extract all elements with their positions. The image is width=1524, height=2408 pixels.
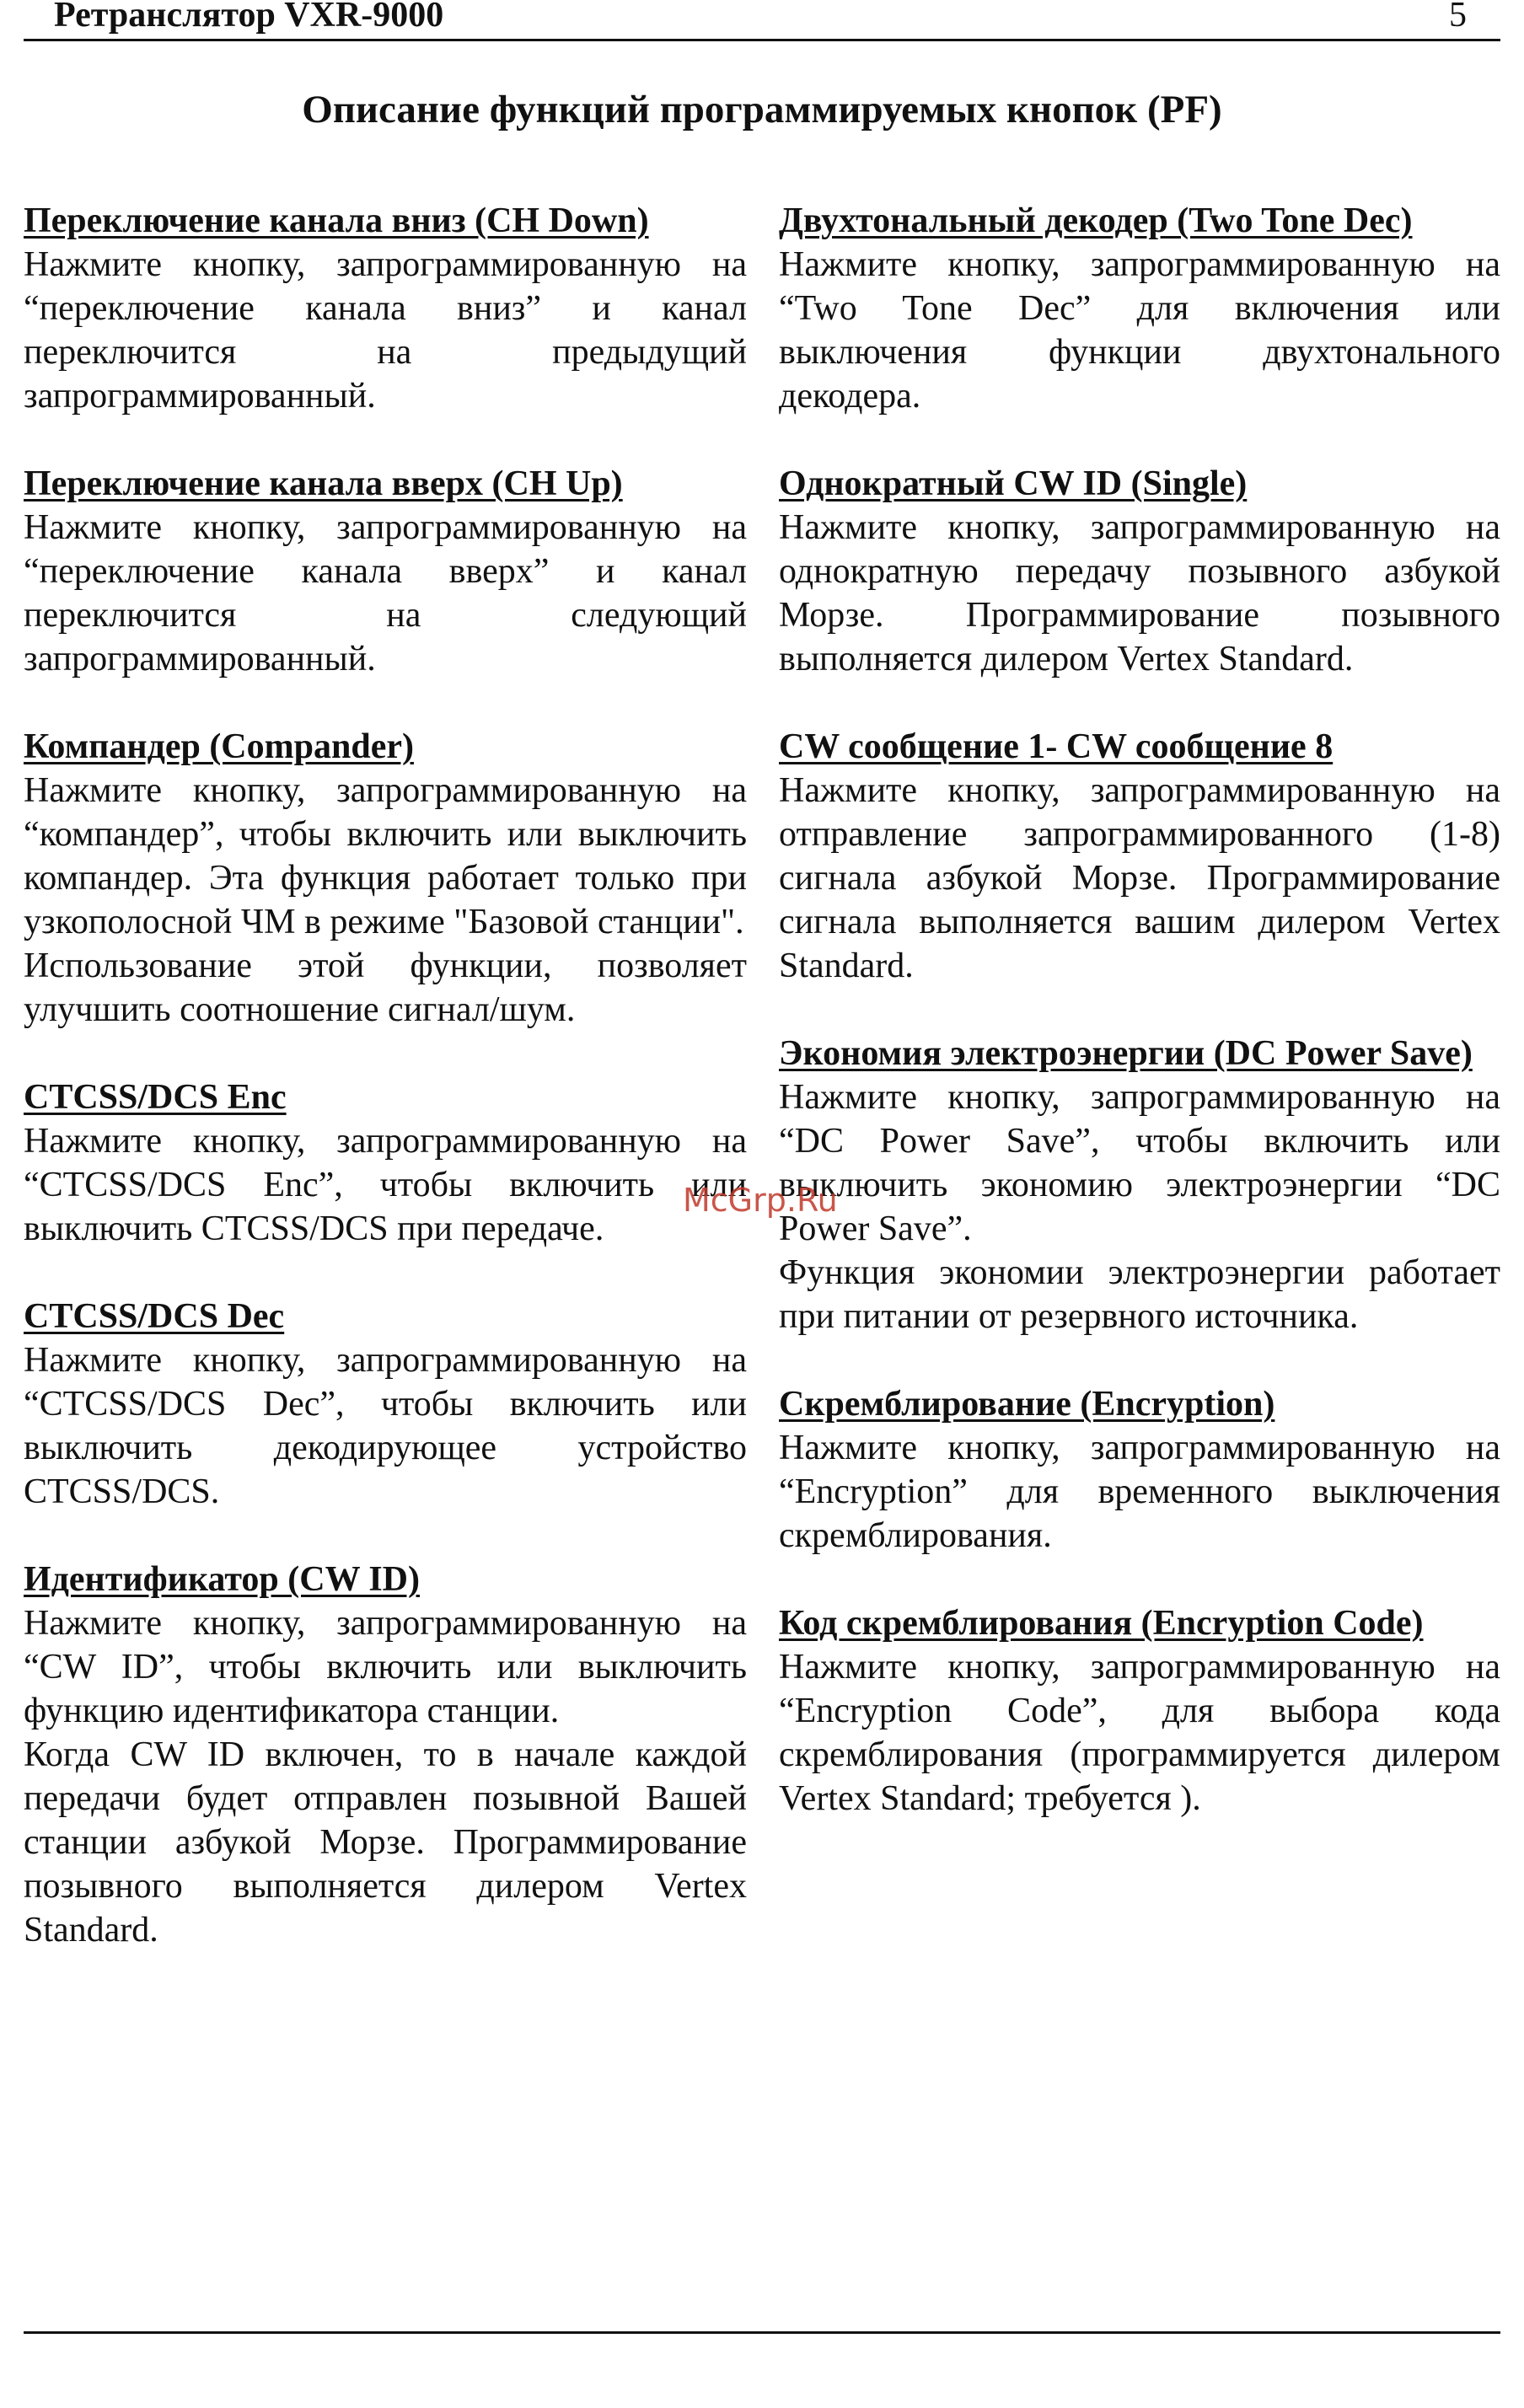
section-encryption (779, 1382, 1500, 1558)
section-dc-power-save (779, 1032, 1500, 1338)
section-heading: CTCSS/DCS Dec (24, 1297, 285, 1336)
section-single-cw-id (779, 462, 1500, 681)
section-text: Использование этой функции, позволяет улучшить соотношение сигнал/шум. (24, 947, 747, 1029)
section-heading: Двухтональный декодер (Two Tone Dec) (779, 201, 1413, 240)
section-text: Нажмите кнопку, запрограммированную на “компандер”, чтобы включить или выключить компандер. Эта функция работает только при узкополосной ЧМ в режиме "Базовой станции". (24, 771, 747, 941)
page-number: 5 (1449, 0, 1467, 35)
section-text: Нажмите кнопку, запрограммированную на “переключение канала вверх” и канал переключится на следующий запрограммированный. (24, 508, 747, 678)
section-two-tone-dec (779, 199, 1500, 418)
section-text: Нажмите кнопку, запрограммированную на “Encryption Code”, для выбора кода скремблирования (программируется дилером Vertex Standard; требуется ). (779, 1648, 1500, 1818)
section-text: Нажмите кнопку, запрограммированную на “CW ID”, чтобы включить или выключить функцию идентификатора станции. (24, 1604, 747, 1730)
section-text: Нажмите кнопку, запрограммированную на “CTCSS/DCS Enc”, чтобы включить или выключить CTCSS/DCS при передаче. (24, 1122, 747, 1248)
section-heading: Переключение канала вниз (CH Down) (24, 201, 649, 240)
section-heading: Однократный CW ID (Single) (779, 464, 1248, 503)
section-text: Нажмите кнопку, запрограммированную на “Encryption” для временного выключения скремблирования. (779, 1429, 1500, 1555)
section-cw-id (24, 1558, 747, 1952)
section-text: Функция экономии электроэнергии работает при питании от резервного источника. (779, 1253, 1500, 1336)
left-column (24, 199, 747, 1996)
section-encryption-code (779, 1601, 1500, 1821)
page-title: Описание функций программируемых кнопок (PF) (302, 88, 1222, 131)
section-heading: Идентификатор (CW ID) (24, 1560, 420, 1599)
section-text: Нажмите кнопку, запрограммированную на однократную передачу позывного азбукой Морзе. Программирование позывного выполняется дилером Vertex Standard. (779, 508, 1500, 678)
section-heading: Переключение канала вверх (CH Up) (24, 464, 623, 503)
watermark: McGrp.Ru (683, 1182, 838, 1219)
document-title: Ретранслятор VXR-9000 (54, 0, 444, 35)
section-heading: Компандер (Compander) (24, 727, 414, 766)
section-heading: CW сообщение 1- CW сообщение 8 (779, 727, 1334, 766)
section-ctcss-enc (24, 1075, 747, 1251)
section-text: Нажмите кнопку, запрограммированную на “DC Power Save”, чтобы включить или выключить экономию электроэнергии “DC Power Save”. (779, 1078, 1500, 1248)
section-ctcss-dec (24, 1295, 747, 1514)
section-text: Нажмите кнопку, запрограммированную на “переключение канала вниз” и канал переключится на предыдущий запрограммированный. (24, 245, 747, 416)
section-cw-message (779, 725, 1500, 988)
page-header (24, 0, 1500, 41)
footer-divider (24, 2331, 1500, 2334)
section-ch-up (24, 462, 747, 681)
section-text: Нажмите кнопку, запрограммированную на отправление запрограммированного (1-8) сигнала азбукой Морзе. Программирование сигнала выполняется вашим дилером Vertex Standard. (779, 771, 1500, 985)
section-heading: Скремблирование (Encryption) (779, 1385, 1275, 1424)
right-column (779, 199, 1500, 1864)
section-text: Нажмите кнопку, запрограммированную на “CTCSS/DCS Dec”, чтобы включить или выключить декодирующее устройство CTCSS/DCS. (24, 1341, 747, 1511)
section-heading: Экономия электроэнергии (DC Power Save) (779, 1034, 1473, 1073)
section-heading: CTCSS/DCS Enc (24, 1078, 287, 1117)
section-ch-down (24, 199, 747, 418)
section-text: Нажмите кнопку, запрограммированную на “Two Tone Dec” для включения или выключения функции двухтонального декодера. (779, 245, 1500, 416)
section-text: Когда CW ID включен, то в начале каждой передачи будет отправлен позывной Вашей станции азбукой Морзе. Программирование позывного выполняется дилером Vertex Standard. (24, 1735, 747, 1949)
section-heading: Код скремблирования (Encryption Code) (779, 1604, 1424, 1643)
section-compander (24, 725, 747, 1032)
